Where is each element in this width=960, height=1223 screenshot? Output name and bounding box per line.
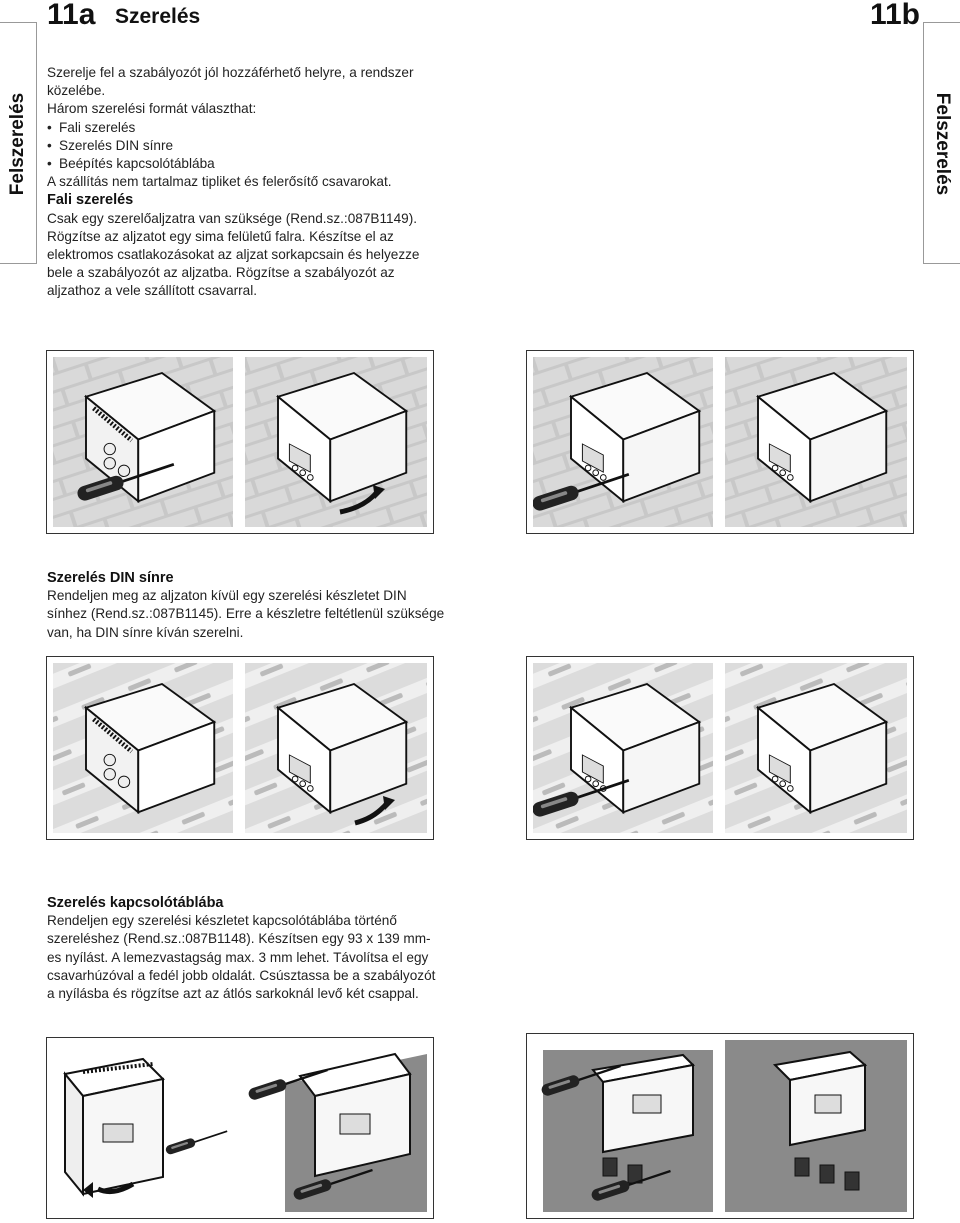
list-item: • Szerelés DIN sínre [47, 137, 447, 155]
side-tab-right [923, 22, 960, 264]
wall-illustration-closed [725, 357, 907, 527]
panel-heading: Szerelés kapcsolótáblába [47, 895, 224, 911]
din-illustration-open-cover [533, 663, 713, 833]
wall-body: Csak egy szerelőaljzatra van szüksége (Rend.sz.:087B1149). Rögzítse az aljzatot egy sima felületű falra. Készítse el az elektromos csatlakozásokat az aljzat sorkapcsain és helyezze bele a szabályozót az aljzatba. Rögzítse a szabályozót az aljzathoz a vele szállított csavarral. [47, 210, 420, 299]
din-text-block [47, 569, 447, 642]
panel-illustration-installed [725, 1040, 907, 1212]
intro-text-block [47, 64, 447, 301]
din-illustration-closed [725, 663, 907, 833]
panel-figure-box-left [46, 1037, 434, 1219]
din-heading: Szerelés DIN sínre [47, 570, 174, 586]
din-figure-box-left [46, 656, 434, 840]
wall-illustration-open-cover [533, 357, 713, 527]
delivery-note: A szállítás nem tartalmaz tipliket és felerősítő csavarokat. [47, 174, 392, 190]
page-header [0, 0, 960, 40]
panel-illustration-fix-controller [533, 1040, 713, 1212]
wall-figure-box-right [526, 350, 914, 534]
side-tab-right-label: Felszerelés [932, 92, 953, 196]
panel-body: Rendeljen egy szerelési készletet kapcsolótáblába történő szereléshez (Rend.sz.:087B1148). Készítsen egy 93 x 139 mm-es nyílást. A lemezvastagság max. 3 mm lehet. Távolítsa el egy csavarhúzóval a fedél jobb oldalát. Csúsztassa be a szabályozót a nyílásba és rögzítse azt az átlós sarkoknál levő két csappal. [47, 913, 436, 1002]
wall-heading: Fali szerelés [47, 192, 134, 209]
side-tab-left [0, 22, 37, 264]
wall-illustration-insert-controller [245, 357, 427, 527]
intro-line-1: Szerelje fel a szabályozót jól hozzáférhető helyre, a rendszer közelébe. [47, 65, 414, 99]
panel-illustration-remove-cover [53, 1044, 233, 1212]
list-item: • Fali szerelés [47, 119, 447, 137]
section-title: Szerelés [115, 5, 201, 28]
panel-figure-box-right [526, 1033, 914, 1219]
panel-text-block [47, 894, 442, 1003]
wall-illustration-open-base [53, 357, 233, 527]
panel-illustration-insert-cutout [245, 1044, 427, 1212]
din-illustration-insert-controller [245, 663, 427, 833]
page-number-left: 11a [47, 0, 96, 31]
list-item: • Beépítés kapcsolótáblába [47, 155, 447, 173]
din-illustration-open-base [53, 663, 233, 833]
mount-options-list [47, 119, 447, 174]
page-number-right: 11b [869, 0, 920, 31]
din-figure-box-right [526, 656, 914, 840]
intro-line-2: Három szerelési formát választhat: [47, 101, 257, 117]
side-tab-left-label: Felszerelés [7, 92, 28, 196]
din-body: Rendeljen meg az aljzaton kívül egy szerelési készletet DIN sínhez (Rend.sz.:087B1145). Erre a készletre feltétlenül szüksége van, ha DIN sínre kíván szerelni. [47, 588, 445, 640]
wall-figure-box-left [46, 350, 434, 534]
